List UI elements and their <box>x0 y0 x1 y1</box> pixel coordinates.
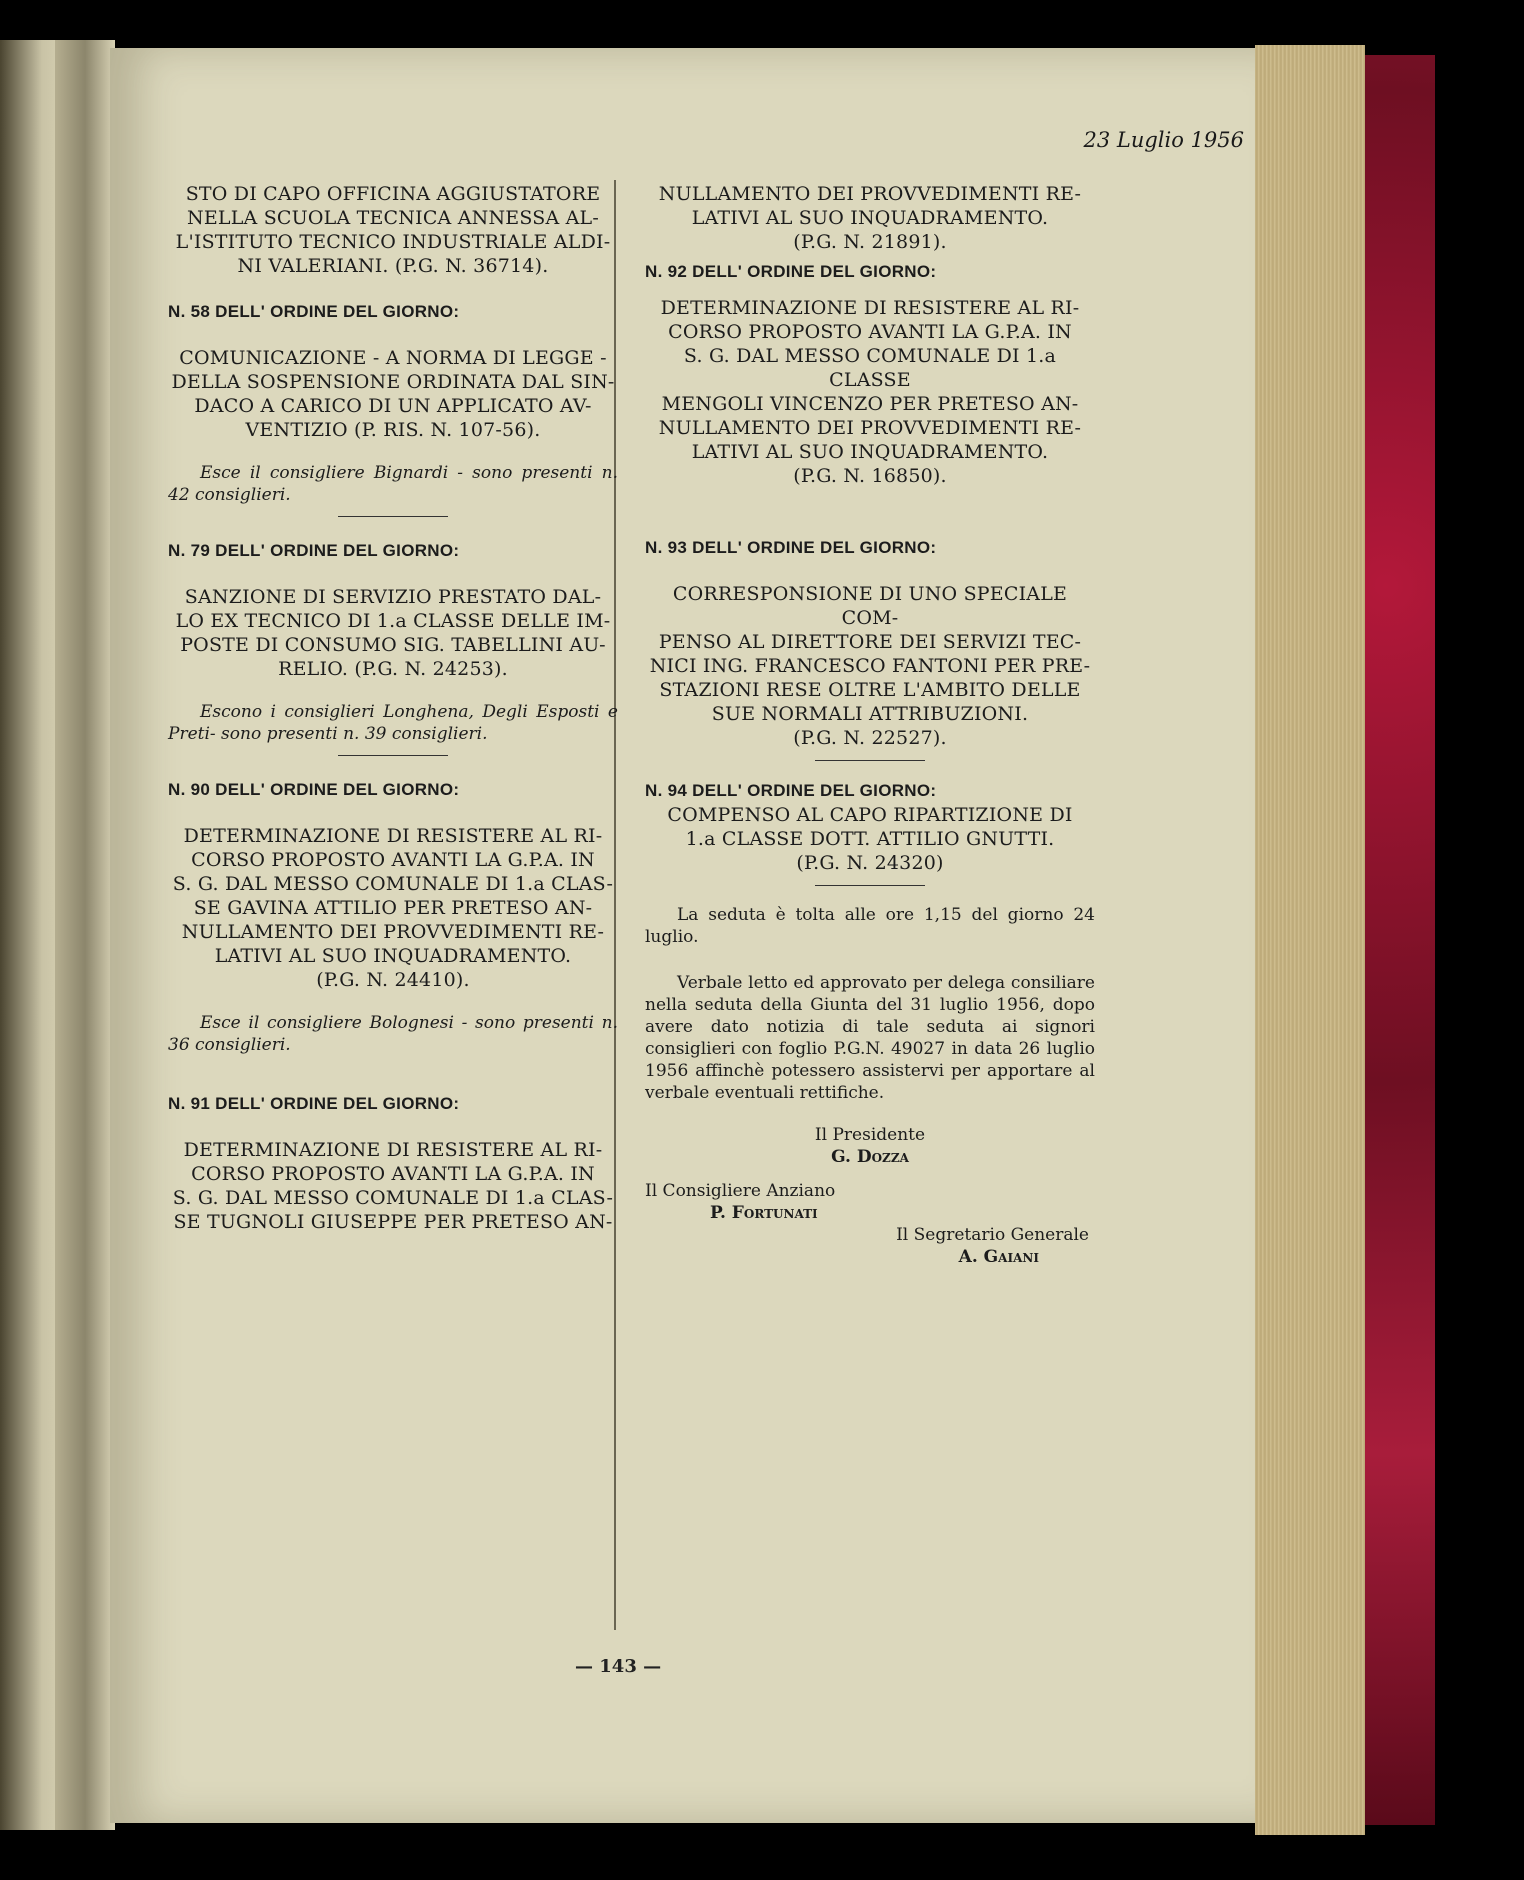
secretary-title: Il Segretario Generale <box>896 1225 1089 1245</box>
attendance-note: Escono i consiglieri Longhena, Degli Esposti e Preti- sono presenti n. 39 consiglieri. <box>168 702 618 744</box>
separator-rule <box>815 760 925 761</box>
agenda-heading: N. 93 DELL' ORDINE DEL GIORNO: <box>645 538 937 557</box>
agenda-heading: N. 58 DELL' ORDINE DEL GIORNO: <box>168 302 460 321</box>
agenda-heading: N. 94 DELL' ORDINE DEL GIORNO: <box>645 781 937 800</box>
attendance-note: Esce il consigliere Bolognesi - sono presenti n. 36 consiglieri. <box>168 1013 618 1055</box>
item-title: SANZIONE DI SERVIZIO PRESTATO DAL- LO EX TECNICO DI 1.a CLASSE DELLE IM- POSTE DI CONSUMO SIG. TABELLINI AU- RELIO. (P.G. N. 24253). <box>175 586 611 680</box>
item-title: COMUNICAZIONE - A NORMA DI LEGGE - DELLA SOSPENSIONE ORDINATA DAL SIN- DACO A CARICO DI UN APPLICATO AV- VENTIZIO (P. RIS. N. 107-56). <box>171 347 615 441</box>
agenda-heading: N. 79 DELL' ORDINE DEL GIORNO: <box>168 541 460 560</box>
item-title: DETERMINAZIONE DI RESISTERE AL RI- CORSO PROPOSTO AVANTI LA G.P.A. IN S. G. DAL MESSO COMUNALE DI 1.a CLASSE MENGOLI VINCENZO PER PRETESO AN- NULLAMENTO DEI PROVVEDIMENTI RE- LATIVI AL SUO INQUADRAMENTO. (P.G. N. 16850). <box>658 297 1082 487</box>
elder-name: P. Fortunati <box>710 1203 818 1223</box>
page-stack-edge <box>1255 45 1365 1835</box>
agenda-heading: N. 90 DELL' ORDINE DEL GIORNO: <box>168 780 460 799</box>
separator-rule <box>338 755 448 756</box>
item-title: CORRESPONSIONE DI UNO SPECIALE COM- PENSO AL DIRETTORE DEI SERVIZI TEC- NICI ING. FRANCESCO FANTONI PER PRE- STAZIONI RESE OLTRE L'AMBITO DELLE SUE NORMALI ATTRIBUZIONI. (P.G. N. 22527). <box>649 583 1091 749</box>
president-signature <box>645 1124 1095 1168</box>
elder-title: Il Consigliere Anziano <box>645 1181 836 1201</box>
separator-rule <box>338 516 448 517</box>
right-column <box>645 182 1095 1268</box>
elder-signature <box>645 1180 1095 1224</box>
item-title: DETERMINAZIONE DI RESISTERE AL RI- CORSO PROPOSTO AVANTI LA G.P.A. IN S. G. DAL MESSO COMUNALE DI 1.a CLAS- SE GAVINA ATTILIO PER PRETESO AN- NULLAMENTO DEI PROVVEDIMENTI RE- LATIVI AL SUO INQUADRAMENTO. (P.G. N. 24410). <box>172 825 614 991</box>
page-number: — 143 — <box>575 1656 662 1677</box>
book-cover <box>1365 55 1435 1825</box>
secretary-name: A. Gaiani <box>958 1247 1039 1267</box>
header-date: 23 Luglio 1956 <box>1083 128 1244 152</box>
book-gutter <box>55 40 115 1830</box>
president-name: G. Dozza <box>831 1147 909 1167</box>
approval-statement: Verbale letto ed approvato per delega consiliare nella seduta della Giunta del 31 luglio 1956, dopo avere dato notizia di tale seduta ai signori consiglieri con foglio P.G.N. 49027 in data 26 luglio 1956 affinchè potessero assistervi per apportare al verbale eventuali rettifiche. <box>645 973 1095 1103</box>
attendance-note: Esce il consigliere Bignardi - sono presenti n. 42 consiglieri. <box>168 463 618 505</box>
agenda-heading: N. 91 DELL' ORDINE DEL GIORNO: <box>168 1094 460 1113</box>
secretary-signature <box>645 1224 1095 1268</box>
item-title: NULLAMENTO DEI PROVVEDIMENTI RE- LATIVI AL SUO INQUADRAMENTO. (P.G. N. 21891). <box>658 183 1082 253</box>
left-column <box>168 182 618 1234</box>
separator-rule <box>815 885 925 886</box>
item-title: COMPENSO AL CAPO RIPARTIZIONE DI 1.a CLASSE DOTT. ATTILIO GNUTTI. (P.G. N. 24320) <box>667 804 1073 874</box>
item-title: STO DI CAPO OFFICINA AGGIUSTATORE NELLA SCUOLA TECNICA ANNESSA AL- L'ISTITUTO TECNICO INDUSTRIALE ALDI- NI VALERIANI. (P.G. N. 36714). <box>175 183 611 277</box>
president-title: Il Presidente <box>814 1125 926 1145</box>
closing-statement: La seduta è tolta alle ore 1,15 del giorno 24 luglio. <box>645 905 1095 947</box>
item-title: DETERMINAZIONE DI RESISTERE AL RI- CORSO PROPOSTO AVANTI LA G.P.A. IN S. G. DAL MESSO COMUNALE DI 1.a CLAS- SE TUGNOLI GIUSEPPE PER PRETESO AN- <box>172 1139 614 1233</box>
agenda-heading: N. 92 DELL' ORDINE DEL GIORNO: <box>645 262 937 281</box>
